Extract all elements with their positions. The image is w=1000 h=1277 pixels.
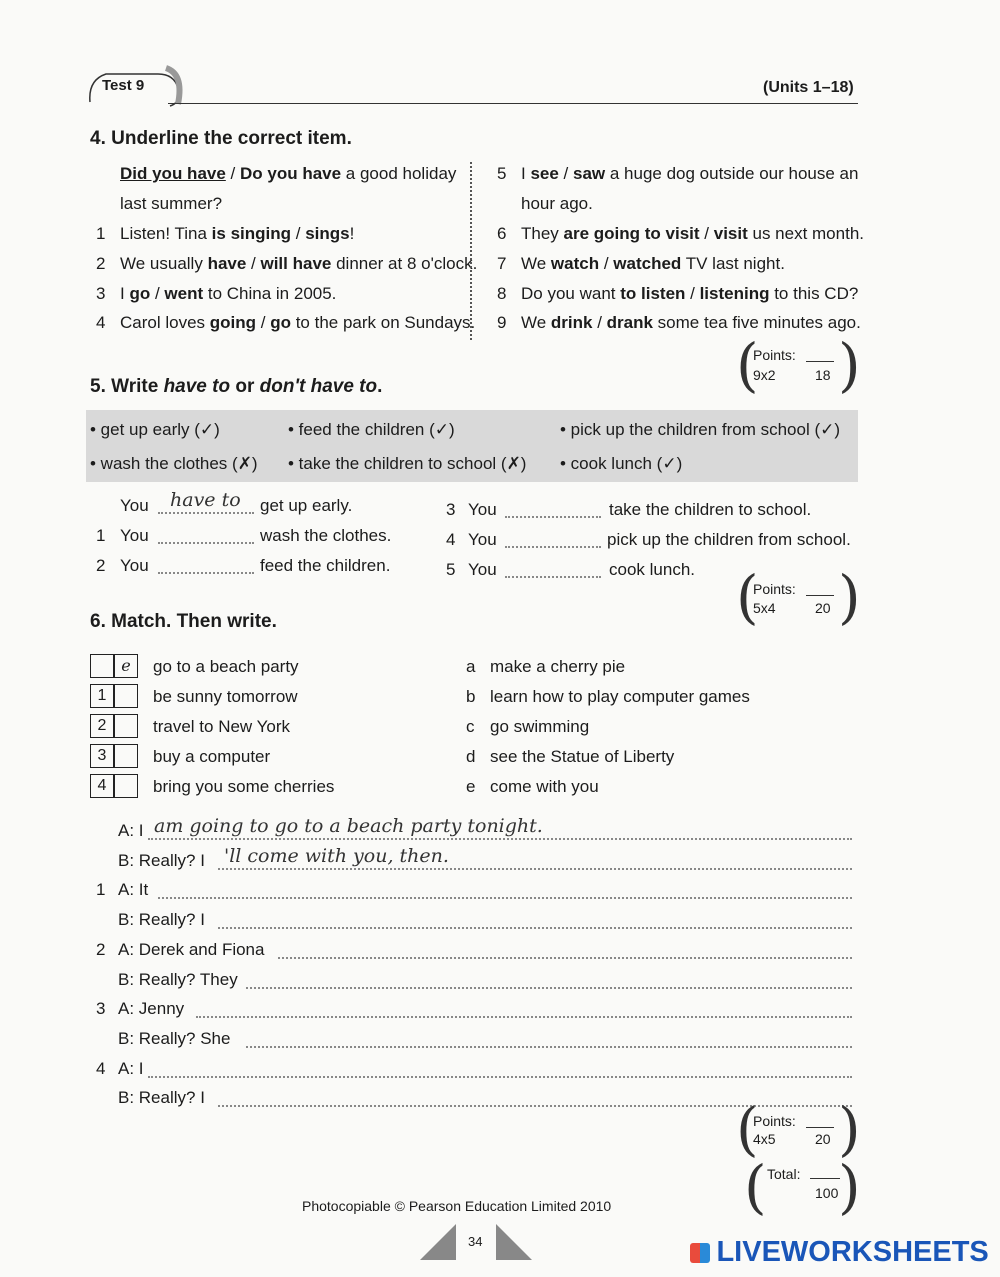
choice-option[interactable]: will have xyxy=(260,254,332,273)
answer-box[interactable]: e xyxy=(114,654,138,678)
phrase-text: go to a beach party xyxy=(153,657,299,676)
section-5-title-em2: don't have to xyxy=(259,376,378,397)
dialog-prompt: B: Really? They xyxy=(118,969,238,989)
section-5-points-label: Points: xyxy=(753,581,796,597)
choice-option[interactable]: drink xyxy=(550,313,593,332)
number-box: 3 xyxy=(90,744,114,768)
item-you: You xyxy=(468,560,497,579)
points-blank[interactable] xyxy=(806,1127,834,1128)
item-number: 1 xyxy=(96,224,106,243)
item-sentence xyxy=(521,313,861,333)
total-blank[interactable] xyxy=(810,1178,840,1179)
answer-box[interactable] xyxy=(114,744,138,768)
choice-option[interactable]: going xyxy=(209,313,257,332)
sentence-text: / xyxy=(685,284,700,303)
choice-option[interactable]: is singing xyxy=(211,224,292,243)
total-label: Total: xyxy=(767,1166,801,1182)
dialog-answer-line[interactable] xyxy=(246,987,852,989)
sentence-text: / xyxy=(246,254,261,273)
item-number: 3 xyxy=(446,500,456,519)
choice-option[interactable]: sings xyxy=(305,224,350,243)
task-bullet: • take the children to school (✗) xyxy=(288,454,527,473)
option-letter: a xyxy=(466,657,476,676)
points-bracket-right: ) xyxy=(838,563,861,631)
dialog-prompt: A: Derek and Fiona xyxy=(118,939,265,959)
option-text: see the Statue of Liberty xyxy=(490,747,675,766)
dialog-answer-line[interactable] xyxy=(158,897,852,899)
units-label: (Units 1–18) xyxy=(763,79,854,96)
dialog-answer[interactable]: 'll come with you, then. xyxy=(224,844,449,867)
option-text: go swimming xyxy=(490,717,590,736)
points-blank[interactable] xyxy=(806,595,834,596)
sentence-text: I xyxy=(521,164,531,183)
sentence-text: to the park on Sundays. xyxy=(290,313,476,332)
choice-option[interactable]: go xyxy=(129,284,151,303)
test-label: Test 9 xyxy=(102,77,145,94)
answer-blank[interactable] xyxy=(158,572,254,574)
total-value: 100 xyxy=(815,1185,839,1201)
sentence-text: We xyxy=(521,254,551,273)
section-5-title-end: . xyxy=(377,376,383,397)
sentence-text: / xyxy=(150,284,165,303)
dialog-prompt: A: It xyxy=(118,880,149,900)
points-bracket-right: ) xyxy=(838,1095,861,1163)
points-bracket-left: ( xyxy=(736,1095,759,1163)
section-5-points-formula: 5x4 xyxy=(753,600,776,616)
item-sentence xyxy=(120,313,475,333)
item-you: You xyxy=(468,530,497,549)
answer-blank[interactable] xyxy=(158,542,254,544)
example-answer[interactable]: have to xyxy=(170,489,241,511)
dialog-number: 4 xyxy=(96,1058,106,1078)
item-number: 9 xyxy=(497,313,507,332)
item-number: 4 xyxy=(96,313,106,332)
answer-blank[interactable] xyxy=(505,576,601,578)
item-number: 5 xyxy=(497,164,507,183)
choice-option[interactable]: drank xyxy=(606,313,653,332)
choice-option[interactable]: have xyxy=(207,254,247,273)
sentence-text: I xyxy=(120,284,130,303)
column-divider xyxy=(470,162,472,340)
item-continuation: last summer? xyxy=(120,194,223,213)
option-letter: b xyxy=(466,687,476,706)
example-you: You xyxy=(120,496,149,515)
brand-name: LIVEWORKSHEETS xyxy=(716,1236,989,1268)
item-sentence xyxy=(521,254,785,274)
sentence-text: We xyxy=(521,313,551,332)
item-number: 8 xyxy=(497,284,507,303)
item-number: 5 xyxy=(446,560,456,579)
sentence-text: ! xyxy=(349,224,355,243)
brand-logo xyxy=(690,1236,989,1269)
dialog-answer-line[interactable] xyxy=(218,927,852,929)
dialog-answer-line[interactable] xyxy=(196,1016,852,1018)
section-4-points-total: 18 xyxy=(815,367,831,383)
dialog-prompt: B: Really? I xyxy=(118,1088,205,1108)
option-letter: c xyxy=(466,717,475,736)
section-6-points-label: Points: xyxy=(753,1113,796,1129)
section-6-points-formula: 4x5 xyxy=(753,1131,776,1147)
option-text: make a cherry pie xyxy=(490,657,626,676)
phrase-text: buy a computer xyxy=(153,747,271,766)
dialog-answer-line[interactable] xyxy=(278,957,852,959)
section-5-title xyxy=(90,376,382,398)
option-text: come with you xyxy=(490,777,599,796)
choice-option[interactable]: saw xyxy=(573,164,606,183)
sentence-text: / xyxy=(291,224,306,243)
item-sentence xyxy=(120,164,456,184)
dialog-prompt: A: Jenny xyxy=(118,999,185,1019)
number-box: 1 xyxy=(90,684,114,708)
choice-option[interactable]: are going to visit xyxy=(563,224,700,243)
sentence-text: dinner at 8 o'clock. xyxy=(331,254,478,273)
sentence-text: to China in 2005. xyxy=(203,284,337,303)
points-bracket-left: ( xyxy=(736,331,759,399)
item-rest: take the children to school. xyxy=(609,500,812,519)
choice-option[interactable]: Do you have xyxy=(239,164,342,183)
item-number: 3 xyxy=(96,284,106,303)
choice-option[interactable]: to listen xyxy=(620,284,686,303)
task-bullet: • feed the children (✓) xyxy=(288,420,455,439)
choice-option[interactable]: listening xyxy=(699,284,770,303)
dialog-answer-line[interactable] xyxy=(246,1046,852,1048)
sentence-text: us next month. xyxy=(747,224,864,243)
phrase-text: bring you some cherries xyxy=(153,777,335,796)
total-bracket-right: ) xyxy=(838,1153,861,1221)
answer-box[interactable] xyxy=(114,714,138,738)
sentence-text: some tea five minutes ago. xyxy=(652,313,861,332)
item-sentence xyxy=(521,284,858,304)
points-bracket-right: ) xyxy=(838,331,861,399)
item-you: You xyxy=(468,500,497,519)
answer-box[interactable] xyxy=(114,774,138,798)
phrase-text: travel to New York xyxy=(153,717,291,736)
item-rest: pick up the children from school. xyxy=(607,530,851,549)
number-box xyxy=(90,654,114,678)
dialog-prompt: A: I xyxy=(118,1058,144,1078)
sentence-text: TV last night. xyxy=(681,254,785,273)
item-number: 2 xyxy=(96,556,106,575)
option-letter: d xyxy=(466,747,476,766)
dialog-answer-line[interactable] xyxy=(148,1076,852,1078)
sentence-text: a huge dog outside our house an xyxy=(605,164,859,183)
dialog-answer-line[interactable] xyxy=(148,838,852,840)
dialog-number: 1 xyxy=(96,880,106,900)
task-bullet: • cook lunch (✓) xyxy=(560,454,683,473)
answer-blank[interactable] xyxy=(505,516,601,518)
sentence-text: They xyxy=(521,224,564,243)
item-number: 1 xyxy=(96,526,106,545)
phrase-text: be sunny tomorrow xyxy=(153,687,298,706)
choice-option[interactable]: watch xyxy=(550,254,600,273)
choice-option[interactable]: see xyxy=(530,164,559,183)
dialog-prompt: B: Really? I xyxy=(118,850,205,870)
sentence-text: / xyxy=(592,313,607,332)
option-text: learn how to play computer games xyxy=(490,687,750,706)
dialog-number: 3 xyxy=(96,999,106,1019)
section-4-title: 4. Underline the correct item. xyxy=(90,128,352,149)
item-continuation: hour ago. xyxy=(521,194,593,213)
section-4-points-formula: 9x2 xyxy=(753,367,776,383)
item-rest: feed the children. xyxy=(260,556,391,575)
item-rest: cook lunch. xyxy=(609,560,695,579)
item-rest: wash the clothes. xyxy=(260,526,392,545)
example-rest: get up early. xyxy=(260,496,353,515)
dialog-number: 2 xyxy=(96,939,106,959)
sentence-text: a good holiday xyxy=(341,164,457,183)
dialog-answer-line[interactable] xyxy=(218,868,852,870)
item-sentence xyxy=(120,284,336,304)
choice-option[interactable]: go xyxy=(270,313,291,332)
item-you: You xyxy=(120,526,149,545)
section-4-points-label: Points: xyxy=(753,347,796,363)
section-6-points-total: 20 xyxy=(815,1131,831,1147)
sentence-text: Do you want xyxy=(521,284,621,303)
points-blank[interactable] xyxy=(806,361,834,362)
item-sentence xyxy=(120,224,354,244)
dialog-prompt: A: I xyxy=(118,821,144,840)
example-blank xyxy=(158,512,254,514)
item-number: 6 xyxy=(497,224,507,243)
section-5-title-pre: 5. Write xyxy=(90,376,164,397)
dialog-answer[interactable]: am going to go to a beach party tonight. xyxy=(154,815,543,837)
page-number: 34 xyxy=(468,1234,483,1249)
item-you: You xyxy=(120,556,149,575)
task-bullet: • pick up the children from school (✓) xyxy=(560,420,841,439)
points-bracket-left: ( xyxy=(736,563,759,631)
total-bracket-left: ( xyxy=(744,1153,767,1221)
answer-box[interactable] xyxy=(114,684,138,708)
header-rule xyxy=(168,103,858,104)
dialog-prompt: B: Really? I xyxy=(118,910,205,930)
item-sentence xyxy=(521,224,864,244)
number-box: 2 xyxy=(90,714,114,738)
item-number: 2 xyxy=(96,254,106,273)
option-letter: e xyxy=(466,777,476,796)
task-bullet: • wash the clothes (✗) xyxy=(90,454,258,473)
section-5-points-total: 20 xyxy=(815,600,831,616)
answer-blank[interactable] xyxy=(505,546,601,548)
copyright-text: Photocopiable © Pearson Education Limited 2010 xyxy=(302,1198,612,1214)
sentence-text: / xyxy=(699,224,714,243)
sentence-text: / xyxy=(256,313,271,332)
choice-option[interactable]: watched xyxy=(613,254,682,273)
sentence-text: to this CD? xyxy=(769,284,859,303)
item-sentence xyxy=(521,164,858,184)
sentence-text: We usually xyxy=(120,254,208,273)
section-5-title-mid: or xyxy=(230,376,260,397)
sentence-text: / xyxy=(225,164,240,183)
dialog-prompt: B: Really? She xyxy=(118,1028,231,1048)
sentence-text: Carol loves xyxy=(120,313,210,332)
choice-option[interactable]: Did you have xyxy=(120,164,226,183)
choice-option[interactable]: went xyxy=(164,284,204,303)
item-number: 7 xyxy=(497,254,507,273)
sentence-text: Listen! Tina xyxy=(120,224,212,243)
sentence-text: / xyxy=(599,254,614,273)
brand-logo-icon xyxy=(690,1243,710,1263)
item-number: 4 xyxy=(446,530,456,549)
section-6-title: 6. Match. Then write. xyxy=(90,611,277,632)
section-5-title-em1: have to xyxy=(163,376,231,397)
task-bullet: • get up early (✓) xyxy=(90,420,220,439)
number-box: 4 xyxy=(90,774,114,798)
item-sentence xyxy=(120,254,477,274)
sentence-text: / xyxy=(558,164,573,183)
choice-option[interactable]: visit xyxy=(713,224,748,243)
